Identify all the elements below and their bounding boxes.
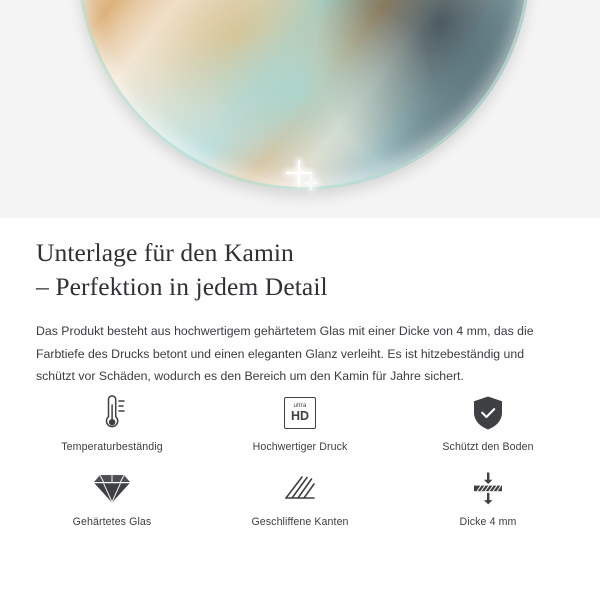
feature-label: Schützt den Boden [442,441,534,453]
headline-line-2: – Perfektion in jedem Detail [36,271,328,301]
thermometer-icon [94,392,130,434]
feature-label: Gehärtetes Glas [72,516,152,528]
feature-item-tempered-glass [18,467,206,528]
feature-label: Dicke 4 mm [459,516,517,528]
polished-edges-icon [282,467,318,509]
product-description: Das Produkt besteht aus hochwertigem gehärtetem Glas mit einer Dicke von 4 mm, das die Farbtiefe des Drucks betont und einen eleganten Glanz verleiht. Es ist hitzebeständig und schützt vor Schäden, wodurch es den Bereich um den Kamin für Jahre sichert. [36,323,534,384]
feature-label: Hochwertiger Druck [252,441,348,453]
feature-grid [0,392,600,542]
feature-label: Temperaturbeständig [61,441,163,453]
shield-check-icon [471,392,505,434]
feature-item-temperature-resistant [18,392,206,453]
headline-line-1: Unterlage für den Kamin [36,238,294,267]
feature-item-polished-edges [206,467,394,528]
feature-item-high-quality-print [206,392,394,453]
ultra-hd-icon [284,392,316,434]
diamond-icon [92,467,132,509]
thickness-arrows-icon [468,467,508,509]
ultra-hd-badge-top: ultra [293,402,307,410]
page-title [0,218,600,304]
feature-item-floor-protection [394,392,582,453]
text-block [0,218,600,388]
feature-label: Geschliffene Kanten [251,516,349,528]
hero-image [0,0,600,218]
feature-item-thickness [394,467,582,528]
ultra-hd-badge-bottom: HD [290,409,310,424]
